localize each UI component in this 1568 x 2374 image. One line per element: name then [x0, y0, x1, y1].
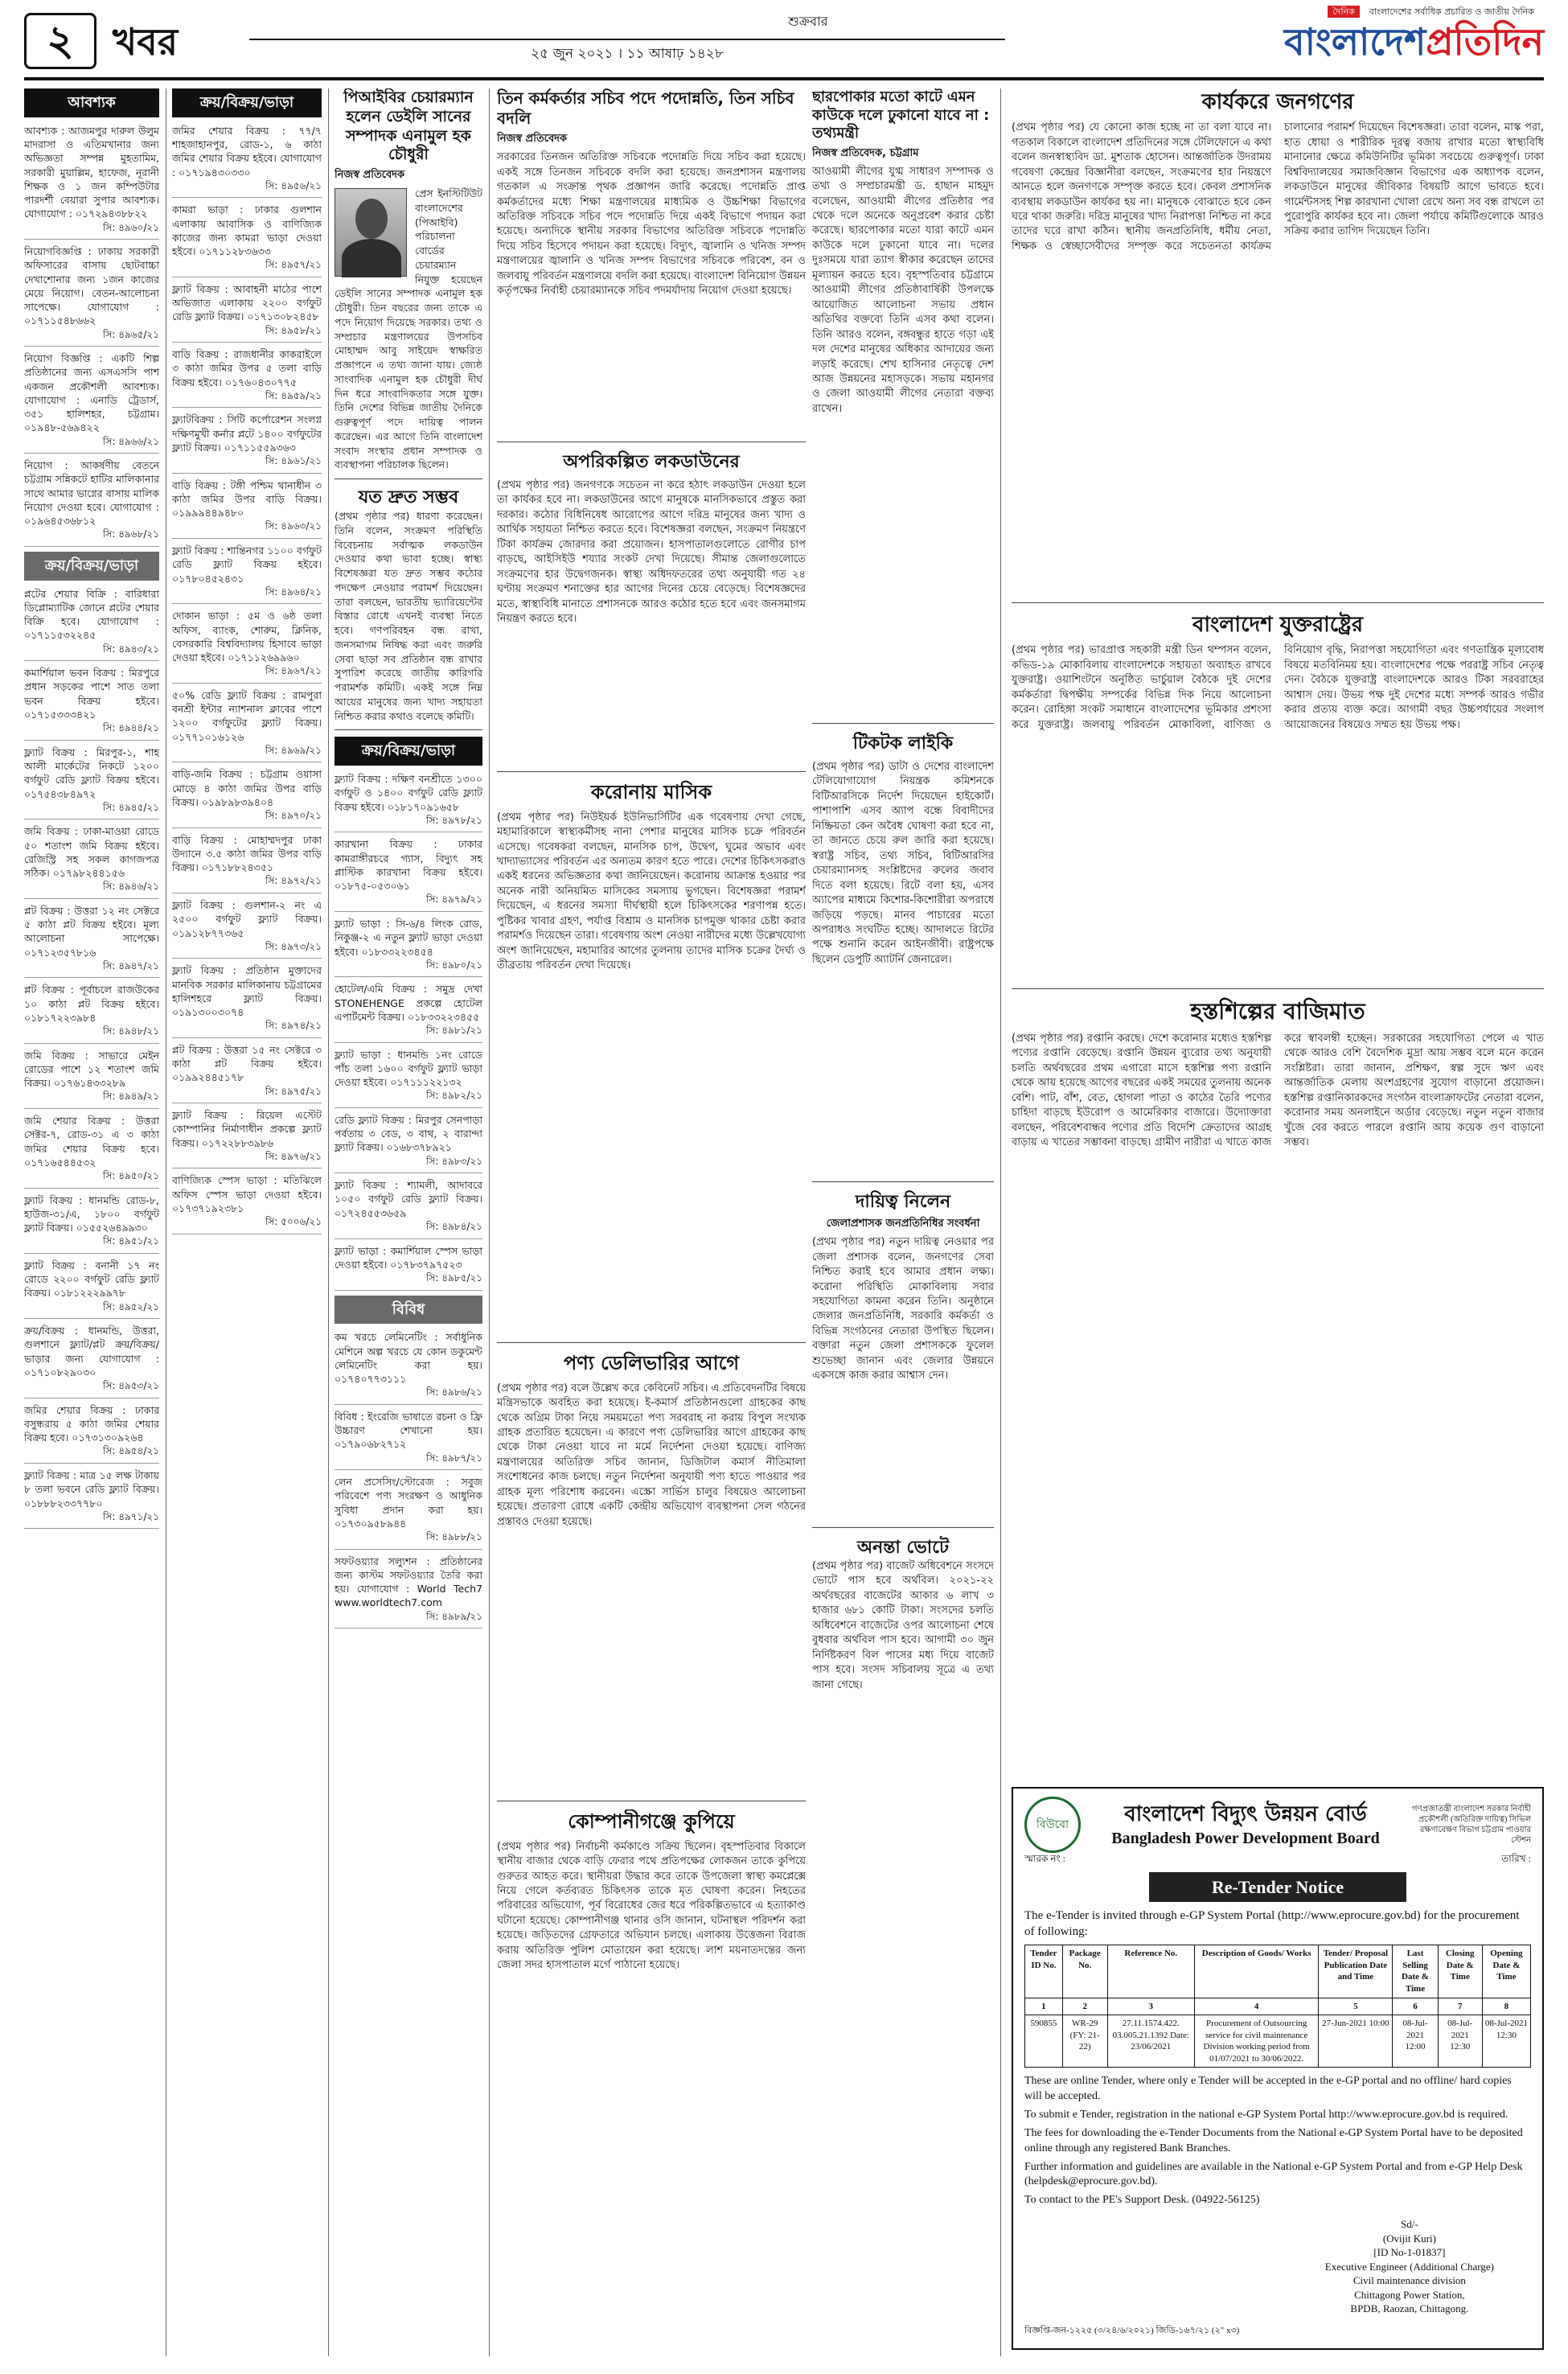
classified-code: সি: ৪৯৫০/২১: [102, 1170, 159, 1182]
signature-line: (Ovijit Kuri): [1382, 2232, 1436, 2245]
classified-code: সি: ৪৯৫৪/২১: [103, 1445, 159, 1457]
classified-code: সি: ৪৯৬৬/২১: [102, 435, 159, 447]
story-headline: অপরিকল্পিত লকডাউনের: [563, 452, 740, 472]
classified-ad: [24, 587, 159, 662]
classified-code: সি: ৪৯৫২/২১: [102, 1300, 159, 1312]
brand-logo: [1206, 6, 1544, 77]
classified-code: সি: ৪৯৭৮/২১: [425, 814, 482, 826]
classified-ad: [335, 1410, 482, 1470]
story-headline: হস্তশিল্পের বাজিমাত: [1190, 998, 1365, 1025]
story-headline: কোম্পানীগঞ্জে কুপিয়ে: [568, 1810, 735, 1833]
tender-note: To submit e Tender, registration in the national e-GP System Portal http://www.eprocure.gov.bd is required.: [1024, 2108, 1508, 2121]
tender-title-bn: বাংলাদেশ বিদ্যুৎ উন্নয়ন বোর্ড: [1124, 1801, 1367, 1826]
vote-story: [812, 1536, 994, 1777]
classified-code: সি: ৪৯৫১/২১: [103, 1235, 159, 1247]
classified-text: কমার্শিয়াল ভবন বিক্রয় : মিরপুরে প্রধান সড়কের পাশে সাত তলা ভবন বিক্রয় হইবে। ০১৭১৫৩৩৩৪২১: [24, 667, 159, 721]
classified-code: সি: ৪৯৭০/২১: [265, 810, 322, 822]
story-headline: যত দ্রুত সম্ভব: [358, 487, 459, 508]
classified-code: সি: ৪৯৭৬/২১: [265, 1150, 322, 1162]
story-headline: পিআইবির চেয়ারম্যান হলেন ডেইলি সানের সম্পাদক এনামুল হক চৌধুরী: [343, 88, 474, 164]
tiktok-story: [812, 732, 994, 1182]
story-body: (প্রথম পৃষ্ঠার পর) বাজেট অধিবেশনে সংসদে ভোটে পাস হবে অর্থবিল। ২০২১-২২ অর্থবছরের বাজেটের আকার ৬ লাখ ৩ হাজার ৬৮১ কোটি টাকা। সংসদের চলতি অধিবেশনে বাজেটের ওপর আলোচনা শেষে বুধবার অর্থবিল পাস হবে। আগামী ৩০ জুন নির্দিষ্টকরণ বিল পাসের মধ্য দিয়ে বাজেট পাস হবে। সংসদ সচিবালয় সূত্রে এ তথ্য জানা গেছে।: [812, 1560, 994, 1691]
tender-intro: The e-Tender is invited through e-GP System Portal (http://www.eprocure.gov.bd) for the procurement of following:: [1024, 1908, 1520, 1938]
classified-text: বাণিজ্যিক স্পেস ভাড়া : মতিঝিলে অফিস স্পেস ভাড়া দেওয়া হইবে। ০১৭৩৭১৯২৩৮১: [172, 1174, 322, 1214]
classified-ad: [24, 1403, 159, 1464]
story-body: (প্রথম পৃষ্ঠার পর) ডাটা ও দেশের বাংলাদেশ টেলিযোগাযোগ নিয়ন্ত্রক কমিশনকে বিটিআরসিকে নির্দেশ দিয়েছেন হাইকোর্ট। পাশাপাশি এসব অ্যাপ বন্ধে বিবাদীদের নিষ্ক্রিয়তা কেন অবৈধ ঘোষণা করা হবে না, তা জানতে চেয়ে রুল জারি করা হয়েছে। স্বরাষ্ট্র সচিব, তথ্য সচিব, বিটিআরসির চেয়ারম্যানসহ সংশ্লিষ্টদের রুলের জবাব দিতে বলা হয়েছে। রিটে বলা হয়, এসব অ্যাপের মাধ্যমে কিশোর-কিশোরীরা অপরাধে জড়িয়ে পড়ছে। মানব পাচারের মতো অপরাধও সংঘটিত হচ্ছে। আদালতে রিটের পক্ষে শুনানি করেন আইনজীবী। রাষ্ট্রপক্ষে ছিলেন ডেপুটি অ্যাটর্নি জেনারেল।: [812, 761, 994, 966]
tender-table-header: [1025, 1945, 1531, 1998]
brand-name: বাংলাদেশপ্রতিদিন: [1283, 19, 1544, 64]
classified-text: ফ্ল্যাট বিক্রয় : বনানী ১৭ নং রোডে ২২০০ বর্গফুট রেডি ফ্ল্যাট বিক্রয়। ০১৮১২২২৯৯৭৮: [24, 1259, 159, 1300]
classified-text: কম খরচে লেমিনেটিং : সর্বাধুনিক মেশিনে অল্প খরচে যে কোন ডকুমেন্ট লেমিনেটিং করা হয়। ০১৭৪০৭৭৩১১১: [335, 1331, 482, 1386]
classified-code: সি: ৪৯৬৫/২১: [102, 328, 159, 340]
signature-line: BPDB, Raozan, Chittagong.: [1350, 2302, 1469, 2315]
classified-heading: ক্রয়/বিক্রয়/ভাড়া: [172, 88, 322, 117]
table-header-cell: Opening Date & Time: [1482, 1945, 1530, 1998]
classified-text: রেডি ফ্ল্যাট বিক্রয় : মিরপুর সেনপাড়া পর্বতায় ৩ বেড, ৩ বাথ, ২ বারান্দা ফ্ল্যাট বিক্রয়। ০১৬৮৩৭৮৯২১: [335, 1113, 482, 1154]
classified-code: সি: ৪৯৫৯/২১: [265, 389, 322, 401]
tender-table: [1024, 1945, 1531, 2068]
classified-ad: [335, 1475, 482, 1550]
tender-banner: Re-Tender Notice: [1149, 1872, 1406, 1902]
classified-ad: [24, 244, 159, 347]
classified-text: সফটওয়্যার সল্যুশন : প্রতিষ্ঠানের জন্য কাস্টম সফটওয়্যার তৈরি করা হয়। যোগাযোগ : World Tech7 www.worldtech7.com: [335, 1555, 482, 1609]
classified-text: ক্রয়/বিক্রয় : ধানমন্ডি, উত্তরা, গুলশানে ফ্ল্যাট/প্লট ক্রয়/বিক্রয়/ভাড়ার জন্য যোগাযোগ : ০১৭১০৮২৯০৩০: [24, 1325, 159, 1378]
story-headline: তিন কর্মকর্তার সচিব পদে পদোন্নতি, তিন সচিব বদলি: [497, 88, 794, 128]
classified-code: সি: ৪৯৬১/২১: [265, 455, 322, 467]
classified-text: দোকান ভাড়া : ৫ম ও ৬ষ্ঠ তলা অফিস, ব্যাংক, শোরুম, ক্লিনিক, বেসরকারি বিশ্ববিদ্যালয় হিসাবে ভাড়া দেওয়া হইবে। ০১৭১১২৬৯৯৬০: [172, 610, 322, 664]
classified-text: প্লট বিক্রয় : উত্তরা ১৫ নং সেক্টরে ৩ কাঠা প্লট বিক্রয় হইবে। ০১৯৯২৪৪৫১৭৮: [172, 1043, 322, 1084]
classified-ad: [24, 1114, 159, 1189]
issue-day: শুক্রবার: [788, 14, 828, 29]
classified-text: ফ্ল্যাট বিক্রয় : মাত্র ১৫ লক্ষ টাকায় ৮ তলা ভবনে রেডি ফ্ল্যাট বিক্রয়। ০১৮৮৮২৩৩৭৭৮০: [24, 1469, 159, 1509]
column-rule: [489, 88, 490, 2356]
classified-ad: [24, 458, 159, 547]
classified-code: সি: ৪৯৮৪/২১: [426, 1220, 482, 1232]
tender-note: The fees for downloading the e-Tender Documents from the National e-GP System Portal have to be deposited online through any registered Bank Branches.: [1024, 2126, 1523, 2154]
classified-text: নিয়োগবিজ্ঞপ্তি : ঢাকায় সরকারী অফিসারের বাসায় ছোটবাচ্চা দেখাশোনার জন্য ১জন কাজের মেয়ে নিয়োগ। বেতন-আলোচনা সাপেক্ষে। যোগাযোগ : ০১৭১১৫৪৮৬৬২: [24, 245, 159, 327]
classified-code: সি: ৪৯৫৬/২১: [265, 179, 322, 191]
tender-signature: [1325, 2217, 1494, 2316]
story-body: (প্রথম পৃষ্ঠার পর) জনগণকে সচেতন না করে হঠাৎ লকডাউন দেওয়া হলে তা কার্যকর হবে না। লকডাউনের আগে মানুষকে মানসিকভাবে প্রস্তুত করা দরকার। কঠোর বিধিনিষেধ আরোপের আগে দরিদ্র মানুষের জন্য খাদ্য ও আর্থিক সহায়তা নিশ্চিত করতে হবে। বিশেষজ্ঞরা বলছেন, সংক্রমণ নিয়ন্ত্রণে টিকা কার্যক্রম জোরদার করা প্রয়োজন। হাসপাতালগুলোতে রোগীর চাপ বাড়ছে, আইসিইউ শয্যার সংকট দেখা দিয়েছে। সীমান্ত জেলাগুলোতে সংক্রমণের হার উদ্বেগজনক। স্বাস্থ্য অধিদফতরের তথ্য অনুযায়ী গত ২৪ ঘণ্টায় সংক্রমণ শনাক্তের হার আগের দিনের চেয়ে বেড়েছে। বিশেষজ্ঞদের মতে, স্বাস্থ্যবিধি মানাতে প্রশাসনকে আরও কঠোর হতে হবে এবং জনসমাগম নিয়ন্ত্রণ করতে হবে।: [497, 479, 806, 626]
classified-ad: [172, 124, 322, 199]
classified-code: সি: ৪৯৭৫/২১: [265, 1085, 322, 1097]
classified-text: ফ্ল্যাট বিক্রয় : রিয়েল এস্টেট কোম্পানির নির্মাণাধীন প্রকল্পে ফ্ল্যাট বিক্রয়। ০১৭২২৮৮৩৯৮৬: [172, 1109, 322, 1149]
tender-note: Further information and guidelines are available in the National e-GP System Portal and from e-GP Help Desk (helpdesk@eprocure.gov.bd).: [1024, 2160, 1523, 2188]
classified-code: সি: ৪৯৮৬/২১: [425, 1386, 482, 1399]
classified-ad: [24, 1259, 159, 1319]
classified-code: সি: ৪৯৪৫/২১: [103, 801, 159, 813]
story-body: প্রেস ইনস্টিটিউট বাংলাদেশের (পিআইবি) পরিচালনা বোর্ডের চেয়ারম্যান নিযুক্ত হয়েছেন ডেইলি সানের সম্পাদক এনামুল হক চৌধুরী। তিন বছরের জন্য তাকে এ পদে নিয়োগ দিয়েছে সরকার। তথ্য ও সম্প্রচার মন্ত্রণালয়ের উপসচিব মোহাম্মদ আবু সাইয়েদ স্বাক্ষরিত প্রজ্ঞাপনে এ তথ্য জানা যায়। জ্যেষ্ঠ সাংবাদিক এনামুল হক চৌধুরী দীর্ঘ দিন ধরে সাংবাদিকতার সঙ্গে যুক্ত। তিনি দেশের বিভিন্ন জাতীয় দৈনিকে গুরুত্বপূর্ণ পদে দায়িত্ব পালন করেছেন। এর আগে তিনি বাংলাদেশ সংবাদ সংস্থার প্রধান সম্পাদক ও ব্যবস্থাপনা পরিচালক ছিলেন।: [335, 187, 482, 471]
story-headline: বাংলাদেশ যুক্তরাষ্ট্রের: [1192, 613, 1364, 637]
classified-code: সি: ৪৯৮০/২১: [425, 959, 482, 971]
classified-code: সি: ৪৯৪৩/২১: [102, 643, 159, 655]
issue-date: ২৫ জুন ২০২১ । ১১ আষাঢ় ১৪২৮: [249, 39, 1005, 63]
classified-code: সি: ৪৯৪৪/২১: [103, 722, 159, 734]
story-body: (প্রথম পৃষ্ঠার পর) ধারণা করেছেন। তিনি বলেন, সংক্রমণ পরিস্থিতি বিবেচনায় সর্বাত্মক লকডাউন দেওয়ার কথা ভাবা হচ্ছে। স্বাস্থ্য বিশেষজ্ঞরা যত দ্রুত সম্ভব কঠোর পদক্ষেপ নেওয়ার পরামর্শ দিয়েছেন। তারা বলছেন, ভারতীয় ভ্যারিয়েন্টের বিস্তার রোধে এখনই ব্যবস্থা নিতে হবে। গণপরিবহন বন্ধ রাখা, জনসমাগম নিষিদ্ধ করা এবং জরুরি সেবা ছাড়া সব প্রতিষ্ঠান বন্ধ রাখার সুপারিশ করেছে জাতীয় কারিগরি পরামর্শক কমিটি। একই সঙ্গে নিম্ন আয়ের মানুষের জন্য খাদ্য সহায়তা নিশ্চিত করার কথাও বলেছে কমিটি।: [335, 510, 482, 722]
classified-text: ফ্ল্যাটবিক্রয় : সিটি কর্পোরেশন সংলগ্ন দক্ষিণমুখী কর্নার প্লটে ১৪০০ বর্গফুটের ফ্ল্যাট বিক্রয়। ০১৭১১৫৫৯৩৬৩: [172, 413, 322, 454]
classified-code: সি: ৪৯৭১/২১: [102, 1510, 159, 1522]
table-index-cell: 7: [1438, 1998, 1482, 2015]
masthead: [24, 6, 1544, 80]
classified-text: লেন প্রসেসিং/স্টোরেজ : সবুজ পরিবেশে পণ্য সংরক্ষণ ও আধুনিক সুবিধা প্রদান করা হয়। ০১৭৩০৯৫৮৯৪৪: [335, 1476, 482, 1530]
table-header-cell: Package No.: [1062, 1945, 1107, 1998]
tender-title-en: Bangladesh Power Development Board: [1111, 1829, 1380, 1847]
classified-ad: [24, 1193, 159, 1254]
classified-code: সি: ৪৯৮৯/২১: [426, 1610, 482, 1622]
classified-text: ফ্ল্যাট বিক্রয় : গুলশান-২ নং এ ২৫০০ বর্গফুট ফ্ল্যাট বিক্রয়। ০১৯১২৮৭৭৩৬৫: [172, 899, 322, 939]
classified-ad: [335, 772, 482, 832]
handicraft-story: [1012, 997, 1544, 1777]
table-header-cell: Tender ID No.: [1025, 1945, 1063, 1998]
classified-ad: [335, 837, 482, 912]
classified-text: ফ্ল্যাট বিক্রয় : প্রতিষ্ঠান মুক্তাদের মানবিক সরকার মালিকানায় চট্টগ্রামের হালিশহরে ফ্ল্যাট বিক্রয়। ০১৯১৩০০৩০৭৪: [172, 964, 322, 1019]
story-byline: নিজস্ব প্রতিবেদক: [497, 133, 568, 145]
story-body: (প্রথম পৃষ্ঠার পর) নিউইয়র্ক ইউনিভার্সিটির এক গবেষণায় দেখা গেছে, মহামারিকালে স্বাস্থ্যকর্মীসহ নানা পেশার মানুষের মাসিক চক্রে পরিবর্তন এসেছে। গবেষকরা বলছেন, মানসিক চাপ, উদ্বেগ, ঘুমের অভাব এবং খাদ্যাভ্যাসের পরিবর্তন এর অন্যতম কারণ হতে পারে। দেশের চিকিৎসকরাও একই ধরনের অভিজ্ঞতার কথা জানিয়েছেন। করোনায় আক্রান্ত হওয়ার পর অনেক নারী অনিয়মিত মাসিকের সমস্যায় ভুগছেন। বিশেষজ্ঞরা পরামর্শ দিয়েছেন, এ ধরনের সমস্যা দীর্ঘস্থায়ী হলে চিকিৎসকের শরণাপন্ন হতে। পুষ্টিকর খাবার গ্রহণ, পর্যাপ্ত বিশ্রাম ও মানসিক চাপমুক্ত থাকার চেষ্টা করার পরামর্শও দিয়েছেন তারা। গবেষণায় অংশ নেওয়া নারীদের মধ্যে উল্লেখযোগ্য অংশ জানিয়েছেন, মহামারির আগের তুলনায় তাদের মাসিক চক্রের দৈর্ঘ্য ও তীব্রতায় পরিবর্তন দেখা দিয়েছে।: [497, 811, 806, 972]
classified-heading: ক্রয়/বিক্রয়/ভাড়া: [335, 737, 482, 766]
classified-text: ফ্ল্যাট বিক্রয় : আবাহনী মাঠের পাশে অভিজাত এলাকায় ২২০০ বর্গফুট রেডি ফ্ল্যাট বিক্রয়। ০১৭১৩০৮২৪৫৮: [172, 282, 322, 323]
classified-ad: [24, 904, 159, 979]
classified-text: ফ্ল্যাট ভাড়া : ধানমন্ডি ১নং রোডে পাঁচ তলা ১৬০০ বর্গফুট ফ্ল্যাট ভাড়া দেওয়া হইবে। ০১৭১১১২২১৩২: [335, 1048, 482, 1089]
classified-text: ফ্ল্যাট ভাড়া : কমার্শিয়াল স্পেস ভাড়া দেওয়া হইবে। ০১৭৮৩৭৯৭৫২৩: [335, 1244, 482, 1271]
story-headline: পণ্য ডেলিভারির আগে: [563, 1352, 740, 1374]
table-cell: 27-Jun-2021 10:00: [1319, 2015, 1393, 2068]
classified-heading: বিবিধ: [335, 1296, 482, 1325]
classified-ad: [172, 898, 322, 959]
classified-text: নিয়োগ : আকর্ষণীয় বেতনে চট্টগ্রাম সন্নিকটে হাটির মালিকানার সাথে আমার ভাগ্নের বাসায় মালিক নিয়োগ দেওয়া হবে। যোগাযোগ : ০১৯৬৪৫৩৬৮১২: [24, 459, 159, 528]
classified-text: ফ্ল্যাট বিক্রয় : শান্তিনগর ১১০০ বর্গফুট রেডি ফ্ল্যাট বিক্রয় হইবে। ০১৭৮০৪৫২৪৩১: [172, 544, 322, 585]
classified-list: [24, 124, 159, 547]
classified-code: সি: ৪৯৬৪/২১: [265, 585, 322, 598]
story-headline: টিকটক লাইকি: [852, 733, 954, 754]
classified-text: বাড়ি-জমি বিক্রয় : চট্টগ্রাম ওয়াসা মোড়ে ৪ কাঠা জমির উপর বাড়ি বিক্রয়। ০১৯৮৯৮৩৯৪০৪: [172, 768, 322, 808]
table-index-cell: 3: [1107, 1998, 1194, 2015]
classified-column-2: [172, 88, 322, 2356]
table-header-cell: Description of Goods/ Works: [1194, 1945, 1318, 1998]
classified-code: সি: ৫০০৬/২১: [265, 1216, 322, 1228]
classified-text: জমির শেয়ার বিক্রয় : ৭৭/৭ শাহজাহানপুর, রোড-১, ৬ কাঠা জমির শেয়ার বিক্রয় হইবে। যোগাযোগ : ০১৭১৯৪৩০৩৩০: [172, 124, 322, 179]
classified-text: ৫০% রেডি ফ্ল্যাট বিক্রয় : রামপুরা বনশ্রী ইন্টার ন্যাশনাল ক্লাবের পাশে ১২০০ বর্গফুটের ফ্ল্যাট বিক্রয়। ০১৭৭১০১৬১২৬: [172, 688, 322, 743]
story-headline: কার্যকরে জনগণের: [1201, 90, 1354, 114]
classified-text: প্লট বিক্রয় : উত্তরা ১২ নং সেক্টরে ৫ কাঠা প্লট বিক্রয় হইবে। মূল্য আলোচনা সাপেক্ষে। ০১৭১২৩৫৭৮১৬: [24, 904, 159, 959]
classified-code: সি: ৪৯৮৭/২১: [425, 1452, 482, 1464]
classified-text: ফ্ল্যাট বিক্রয় : শ্যামলী, আদাবরে ১০৫০ বর্গফুট রেডি ফ্ল্যাট বিক্রয়। ০১৭২৪৫৫৩৬৫৯: [335, 1179, 482, 1219]
signature-line: Executive Engineer (Additional Charge): [1324, 2260, 1494, 2273]
column-rule: [328, 88, 329, 2356]
classified-code: সি: ৪৯৭৪/২১: [265, 1020, 322, 1032]
signature-line: Chittagong Power Station,: [1354, 2288, 1465, 2301]
story-body: (প্রথম পৃষ্ঠার পর) ভারপ্রাপ্ত সহকারী মন্ত্রী ডিন থম্পসন বলেন, কভিড-১৯ মোকাবিলায় বাংলাদেশকে সহায়তা অব্যাহত রাখবে যুক্তরাষ্ট্র। ওয়াশিংটনে অনুষ্ঠিত ভার্চুয়াল বৈঠকে দুই দেশের কর্মকর্তারা দ্বিপক্ষীয় সম্পর্কের বিভিন্ন দিক নিয়ে আলোচনা করেন। রোহিঙ্গা সংকট সমাধানে বাংলাদেশের ভূমিকার প্রশংসা করে যুক্তরাষ্ট্র। জলবায়ু পরিবর্তন মোকাবিলা, বাণিজ্য ও বিনিয়োগ বৃদ্ধি, নিরাপত্তা সহযোগিতা এবং গণতান্ত্রিক মূল্যবোধ বিষয়ে মতবিনিময় হয়। বাংলাদেশের পক্ষে পররাষ্ট্র সচিব নেতৃত্ব দেন। বৈঠকে যুক্তরাষ্ট্র বাংলাদেশকে আরও টিকা সরবরাহের আশ্বাস দেয়। উভয় পক্ষ দুই দেশের মধ্যে সম্পর্ক আরও গভীর করার প্রত্যয় ব্যক্ত করে। আগামী বছর উচ্চপর্যায়ের সংলাপ আয়োজনের বিষয়েও সম্মত হয় উভয় পক্ষ।: [1012, 644, 1544, 731]
classified-ad: [335, 1178, 482, 1238]
portrait-story: [335, 88, 482, 479]
story-subhead: জেলাপ্রশাসক জনপ্রতিনিধির সংবর্ধনা: [826, 1218, 980, 1230]
classified-ad: [24, 666, 159, 741]
classified-ad: [24, 824, 159, 899]
classified-code: সি: ৪৯৬০/২১: [102, 221, 159, 233]
classified-heading: ক্রয়/বিক্রয়/ভাড়া: [24, 552, 159, 581]
classified-text: ফ্ল্যাট বিক্রয় : ধানমন্ডি রোড-৮, হাউজ-৩১/এ, ১৮০০ বর্গফুট ফ্ল্যাট বিক্রয়। ০১৫৫২৬৪৯৯৩০: [24, 1193, 159, 1234]
table-index-cell: 5: [1319, 1998, 1393, 2015]
classified-ad: [172, 963, 322, 1038]
flour-story: [812, 88, 994, 724]
classified-ad: [335, 1330, 482, 1405]
table-cell: 08-Jul-2021 12:30: [1482, 2015, 1530, 2068]
classified-code: সি: ৪৯৭২/২১: [265, 875, 322, 887]
classified-code: সি: ৪৯৭৩/২১: [265, 940, 322, 952]
classified-ad: [24, 1049, 159, 1109]
classified-column-1: [24, 88, 159, 2356]
tender-note: These are online Tender, where only e Tender will be accepted in the e-GP portal and no offline/ hard copies will be accepted.: [1024, 2075, 1512, 2102]
table-cell: Procurement of Outsourcing service for civil maintenance Division working period from 01/07/2021 to 30/06/2022.: [1194, 2015, 1318, 2068]
classified-ad: [172, 544, 322, 604]
memo-no: স্মারক নং :: [1024, 1853, 1066, 1864]
classified-ad: [335, 1113, 482, 1173]
classified-text: ফ্ল্যাট ভাড়া : সি-৬/৪ লিংক রোড, নিকুঞ্জ-২ এ নতুন ফ্ল্যাট ভাড়া দেওয়া হইবে। ০১৮৩৩২২৩৪৫৪: [335, 918, 482, 958]
classified-list: [172, 124, 322, 1234]
classified-code: সি: ৪৯৮৫/২১: [426, 1272, 482, 1284]
classified-code: সি: ৪৯৪৭/২১: [102, 959, 159, 971]
classified-ad: [172, 1173, 322, 1234]
story-headline: দায়িত্ব নিলেন: [855, 1192, 951, 1212]
tender-note: To contact to the PE's Support Desk. (04922-56125): [1024, 2194, 1260, 2207]
story-body: (প্রথম পৃষ্ঠার পর) রপ্তানি করছে। দেশে করোনার মধ্যেও হস্তশিল্প পণ্যের রপ্তানি বেড়েছে। রপ্তানি উন্নয়ন ব্যুরোর তথ্য অনুযায়ী চলতি অর্থবছরের প্রথম এগারো মাসে হস্তশিল্প পণ্য রপ্তানি থেকে আয় হয়েছে আগের বছরের একই সময়ের তুলনায় অনেক বেশি। পাট, বাঁশ, বেত, হোগলা পাতা ও কাঠের তৈরি পণ্যের চাহিদা বাড়ছে ইউরোপ ও আমেরিকার বাজারে। উদ্যোক্তারা বলছেন, পরিবেশবান্ধব পণ্যের প্রতি বিদেশি ক্রেতাদের আগ্রহ বাড়ায় এ খাতের সম্ভাবনা বাড়ছে। গ্রামীণ নারীরা এ খাতে কাজ করে স্বাবলম্বী হচ্ছেন। সরকারের সহযোগিতা পেলে এ খাত থেকে আরও বেশি বৈদেশিক মুদ্রা আয় সম্ভব বলে মনে করেন সংশ্লিষ্টরা। তারা জানান, প্রশিক্ষণ, স্বল্প সুদে ঋণ এবং আন্তর্জাতিক মেলায় অংশগ্রহণের সুযোগ বাড়ানো প্রয়োজন। হস্তশিল্প রপ্তানিকারকদের সংগঠন বাংলাক্রাফটের নেতারা বলেন, করোনার সময় অনলাইনে অর্ডার বেড়েছে। নতুন নতুন বাজার খুঁজে বের করতে পারলে রপ্তানি আয় কয়েক গুণ বাড়ানো সম্ভব।: [1012, 1032, 1544, 1149]
corona-story: [497, 780, 806, 1343]
classified-text: নিয়োগ বিজ্ঞপ্তি : একটি শিল্প প্রতিষ্ঠানের জন্য এসএসসি পাশ একজন প্রকৌশলী আবশ্যক। যোগাযোগ : এনাডি ট্রেডার্স, ৩৫১ হালিশহর, চট্টগ্রাম। ০১৯৪৮-৫৬৯৪২২: [24, 352, 159, 434]
classified-code: সি: ৪৯৫৩/২১: [102, 1380, 159, 1392]
classified-ad: [172, 1043, 322, 1103]
classified-ad: [172, 767, 322, 828]
classified-text: জমির শেয়ার বিক্রয় : ঢাকার বসুন্ধরায় ৫ কাঠা জমির শেয়ার বিক্রয় হবে। ০১৭৩১৩০৯২৬৪: [24, 1403, 159, 1444]
classified-text: বাড়ি বিক্রয় : মোহাম্মদপুর ঢাকা উদ্যানে ৩.৫ কাঠা জমির উপর বাড়ি বিক্রয়। ০১৭১৮৮২৪৩৫১: [172, 833, 322, 874]
usa-story: [1012, 611, 1544, 989]
classified-ad: [172, 609, 322, 684]
classified-text: ফ্ল্যাট বিক্রয় : মিরপুর-১, শাহ আলী মার্কেটের নিকটে ১২০০ বর্গফুট রেডি ফ্ল্যাট বিক্রয় হইবে। ০১৭৫৪৩৮৪৯৭২: [24, 745, 159, 800]
table-cell: 590855: [1025, 2015, 1063, 2068]
classified-heading: আবশ্যক: [24, 88, 159, 117]
classified-code: সি: ৪৯৬৮/২১: [102, 528, 159, 540]
secretaries-story: [497, 88, 806, 442]
classified-list: [24, 587, 159, 1530]
table-header-cell: Tender/ Proposal Publication Date and Time: [1319, 1945, 1393, 1998]
tender-notes: [1024, 2074, 1531, 2208]
column-3: [335, 88, 482, 2356]
table-row: [1025, 2015, 1531, 2068]
classified-text: প্লটের শেয়ার বিক্রি : বারিধারা ডিপ্লোম্যাটিক জোনে প্লটের শেয়ার বিক্রি হবে। যোগাযোগ : ০১৭১১৫৩২২৪৫: [24, 587, 159, 642]
story-headline: করোনায় মাসিক: [590, 781, 712, 803]
table-cell: 27.11.1574.422. 03.005.21.1392 Date: 23/06/2021: [1107, 2015, 1194, 2068]
story-body: (প্রথম পৃষ্ঠার পর) বলে উল্লেখ করে কেবিনেট সচিব। এ প্রতিবেদনটির বিষয়ে মন্ত্রিসভাকে অবহিত করা হয়েছে। ই-কমার্স প্রতিষ্ঠানগুলো গ্রাহকের কাছ থেকে অগ্রিম টাকা নিয়ে সময়মতো পণ্য সরবরাহ না করায় বিপুল সংখ্যক গ্রাহক প্রতারিত হয়েছেন। এ কারণে পণ্য ডেলিভারির আগে গ্রাহকের কাছ থেকে টাকা নেওয়া যাবে না মর্মে নির্দেশনা দেওয়া হয়েছে। বাণিজ্য মন্ত্রণালয়ের অতিরিক্ত সচিব জানান, ডিজিটাল কমার্স নীতিমালা সংশোধনের কাজ চলছে। নতুন নির্দেশনা অনুযায়ী পণ্য হাতে পাওয়ার পর গ্রাহক মূল্য পরিশোধ করবেন। এস্ক্রো সার্ভিস চালুর বিষয়েও আলোচনা হয়েছে। প্রতারণা রোধে একটি কেন্দ্রীয় অভিযোগ ব্যবস্থাপনা সেল গঠনের প্রস্তাবও দেওয়া হয়েছে।: [497, 1382, 806, 1528]
table-index-cell: 8: [1482, 1998, 1530, 2015]
table-index-cell: 2: [1062, 1998, 1107, 2015]
brand-badge: দৈনিক: [1328, 6, 1360, 18]
classified-ad: [172, 833, 322, 893]
classified-ad: [335, 982, 482, 1042]
brand-tagline: দৈনিক বাংলাদেশের সর্বাধিক প্রচারিত ও জাতীয় দৈনিক: [1206, 6, 1544, 18]
classified-ad: [335, 1244, 482, 1291]
table-index-cell: 4: [1194, 1998, 1318, 2015]
story-byline: নিজস্ব প্রতিবেদক, চট্টগ্রাম: [812, 146, 919, 159]
classified-text: বাড়ি বিক্রয় : টঙ্গী পশ্চিম থানাধীন ৩ কাঠা জমির উপর বাড়ি বিক্রয়। ০১৯৯৯৪৪৯৪৮০: [172, 478, 322, 520]
table-header-cell: Closing Date & Time: [1438, 1945, 1482, 1998]
classified-text: প্লট বিক্রয় : পূর্বাচলে রাজউকের ১০ কাঠা প্লট বিক্রয় হইবে। ০১৮১৭২২৩৯৮৪: [24, 984, 159, 1024]
table-cell: WR-29 (FY: 21-22): [1062, 2015, 1107, 2068]
classified-text: জমি বিক্রয় : ঢাকা-মাওয়া রোডে ৫০ শতাংশ জমি বিক্রয় হইবে। রেজিস্ট্রি সহ সকল কাগজপত্র সঠিক। ০১৭৯৮২৪৪১৫৬: [24, 825, 159, 880]
classified-ad: [24, 745, 159, 820]
classified-ad: [172, 282, 322, 343]
classified-ad: [24, 351, 159, 454]
classified-ad: [335, 1555, 482, 1629]
workers-story: [1012, 88, 1544, 603]
classified-text: বাড়ি বিক্রয় : রাজধানীর কাকরাইলে ৩ কাঠা জমির উপর ৫ তলা বাড়ি বিক্রয় হইবে। ০১৭৬০৪৩০৭৭৫: [172, 348, 322, 388]
classified-code: সি: ৪৯৬৭/২১: [265, 665, 322, 677]
table-header-cell: Last Selling Date & Time: [1393, 1945, 1438, 1998]
classified-text: কামরা ভাড়া : ঢাকার গুলশান এলাকায় আবাসিক ও বাণিজ্যিক কাজের জন্য কামরা ভাড়া দেওয়া হইবে। ০১৭১১২৮৩৬৩৩: [172, 203, 322, 258]
classified-text: ফ্ল্যাট বিক্রয় : দক্ষিণ বনশ্রীতে ১৩০০ বর্গফুট ও ১৪০০ বর্গফুট রেডি ফ্ল্যাট বিক্রয় হইবে। ০১৮১৭০৯১৬৫৮: [335, 773, 482, 813]
classified-code: সি: ৪৯৪৬/২১: [102, 881, 159, 893]
classified-code: সি: ৪৯৮২/২১: [425, 1090, 482, 1102]
signature-line: Sd/-: [1401, 2218, 1418, 2231]
classified-list: [335, 1330, 482, 1629]
classified-code: সি: ৪৯৪৮/২১: [103, 1025, 159, 1037]
classified-ad: [172, 478, 322, 539]
classified-ad: [335, 917, 482, 977]
table-header-cell: Reference No.: [1107, 1945, 1194, 1998]
story-byline: নিজস্ব প্রতিবেদক: [335, 169, 405, 181]
classified-ad: [172, 413, 322, 473]
column-rule: [1000, 88, 1001, 2356]
classified-code: সি: ৪৯৮১/২১: [426, 1025, 482, 1037]
jubo-story: [335, 486, 482, 730]
memo-date: তারিখ :: [1501, 1853, 1531, 1864]
classified-code: সি: ৪৯৮৮/২১: [426, 1531, 482, 1543]
rally-story: [812, 1190, 994, 1528]
portrait-photo: [335, 188, 407, 277]
story-headline: ছারপোকার মতো কাটে এমন কাউকে দলে ঢুকানো যাবে না : তথ্যমন্ত্রী: [812, 88, 990, 142]
classified-ad: [335, 1048, 482, 1108]
classified-text: জমি বিক্রয় : সাভারে মেইন রোডের পাশে ১২ শতাংশ জমি বিক্রয়। ০১৭৬১৪৩৩২৮৯: [24, 1049, 159, 1090]
tender-office-meta: গণপ্রজাতন্ত্রী বাংলাদেশ সরকার নির্বাহী প্রকৌশলী (অতিরিক্ত দায়িত্ব) সিভিল রক্ষণাবেক্ষণ বিভাগ চট্টগ্রাম পাওয়ার স্টেশন: [1412, 1805, 1531, 1845]
signature-line: Civil maintenance division: [1353, 2274, 1466, 2287]
table-index-cell: 1: [1025, 1998, 1063, 2015]
classified-ad: [24, 124, 159, 240]
classified-text: হোটেল/এমি বিক্রয় : সমুদ্র দেখা STONEHENGE প্রকল্পে হোটেল এপার্টমেন্ট বিক্রয়। ০১৮৩৩২২৩৪৫৫: [335, 983, 482, 1023]
kopil-story: [497, 1809, 806, 2348]
classified-code: সি: ৪৯৮৩/২১: [425, 1155, 482, 1167]
tender-title: [1081, 1801, 1410, 1850]
story-headline: অনন্তা ভোটে: [857, 1538, 949, 1558]
classified-code: সি: ৪৯৫৮/২১: [265, 324, 322, 336]
classified-text: আবশ্যক : আজমপুর দারুল উলুম মাদরাসা ও এতিমখানার জন্য অভিজ্ঞতা সম্পন্ন মুহতামিম, সরকারী মুয়াল্লিম, হাফেজ, নূরানী শিক্ষক ও ১ জন কম্পিউটার পারদর্শী বেয়ারা সুপার আবশ্যক। যোগাযোগ : ০১৭২৯৪৩৮৮২২: [24, 124, 159, 220]
classified-ad: [24, 1468, 159, 1529]
bpdb-logo-icon: বিউবো: [1024, 1797, 1081, 1853]
tender-header: [1024, 1797, 1531, 1853]
section-name: খবর: [113, 20, 179, 64]
delivery-story: [497, 1351, 806, 1801]
story-body: (প্রথম পৃষ্ঠার পর) নির্বাচনী কর্মকাণ্ডে সক্রিয় ছিলেন। বৃহস্পতিবার বিকালে স্থানীয় বাজার থেকে বাড়ি ফেরার পথে প্রতিপক্ষের লোকজন তাকে কুপিয়ে গুরুতর আহত করে। স্থানীয়রা উদ্ধার করে তাকে উপজেলা স্বাস্থ্য কমপ্লেক্সে নিয়ে গেলে কর্তব্যরত চিকিৎসক তাকে মৃত ঘোষণা করেন। নিহতের পরিবারের অভিযোগ, পূর্ব বিরোধের জের ধরে পরিকল্পিতভাবে এ হত্যাকাণ্ড ঘটানো হয়েছে। কোম্পানীগঞ্জ থানার ওসি জানান, ঘটনাস্থল পরিদর্শন করা হয়েছে। জড়িতদের গ্রেফতারে অভিযান চলছে। এলাকায় উত্তেজনা বিরাজ করায় অতিরিক্ত পুলিশ মোতায়েন করা হয়েছে। লাশ ময়নাতদন্তের জন্য জেলা সদর হাসপাতাল মর্গে পাঠানো হয়েছে।: [497, 1840, 806, 1972]
tender-memo: [1024, 1853, 1531, 1866]
story-body: (প্রথম পৃষ্ঠার পর) নতুন দায়িত্ব নেওয়ার পর জেলা প্রশাসক বলেন, জনগণের সেবা নিশ্চিত করাই হবে আমার প্রধান লক্ষ্য। করোনা পরিস্থিতি মোকাবিলায় সবার সহযোগিতা কামনা করেন তিনি। অনুষ্ঠানে জেলার জনপ্রতিনিধি, সরকারি কর্মকর্তা ও বিভিন্ন সংগঠনের নেতারা উপস্থিত ছিলেন। বক্তারা নতুন জেলা প্রশাসককে ফুলেল শুভেচ্ছা জানান এবং জেলার উন্নয়নে একসঙ্গে কাজ করার আশ্বাস দেন।: [812, 1236, 994, 1382]
table-cell: 08-Jul-2021 12:30: [1438, 2015, 1482, 2068]
classified-text: কারখানা বিক্রয় : ঢাকার কামরাঙ্গীরচরে গ্যাস, বিদ্যুৎ সহ প্লাস্টিক কারখানা বিক্রয় হইবে। ০১৮৭৫-০৫৩০৬১: [335, 838, 482, 893]
classified-list: [335, 772, 482, 1290]
classified-code: সি: ৪৯৬৩/২১: [265, 520, 322, 532]
tender-footer: বিজ্ঞপ্তি-জন-১২২৫ (৩/২৪/৬/২০২১) জিডি-১৬৭/২১ (২" x৩): [1024, 2326, 1240, 2336]
page-number: ২: [24, 13, 96, 69]
tender-table-index: [1025, 1998, 1531, 2015]
classified-ad: [24, 1324, 159, 1399]
classified-ad: [172, 688, 322, 763]
classified-ad: [172, 1108, 322, 1169]
classified-ad: [172, 203, 322, 277]
table-index-cell: 6: [1393, 1998, 1438, 2015]
story-body: (প্রথম পৃষ্ঠার পর) যে কোনো কাজ হচ্ছে না তা বলা যাবে না। গতকাল বিকালে বাংলাদেশ প্রতিদিনের সঙ্গে টেলিফোনে এ কথা বলেন জনস্বাস্থ্যবিদ ডা. মুশতাক হোসেন। আন্তর্জাতিক উদরাময় গবেষণা কেন্দ্রের বিজ্ঞানীরা বলছেন, সংক্রমণের হার নিয়ন্ত্রণে আনতে হলে জনগণকে সম্পৃক্ত করতে হবে। কেবল প্রশাসনিক ব্যবস্থায় লকডাউন কার্যকর হয় না। মানুষকে বোঝাতে হবে কেন ঘরে থাকা জরুরি। দরিদ্র মানুষের খাদ্য নিরাপত্তা নিশ্চিত না করে তাদের ঘরে রাখা কঠিন। স্থানীয় জনপ্রতিনিধি, ধর্মীয় নেতা, শিক্ষক ও স্বেচ্ছাসেবীদের সম্পৃক্ত করে সচেতনতা কার্যক্রম চালানোর পরামর্শ দিয়েছেন বিশেষজ্ঞরা। তারা বলেন, মাস্ক পরা, হাত ধোয়া ও শারীরিক দূরত্ব বজায় রাখার মতো স্বাস্থ্যবিধি মানানোর ক্ষেত্রে কমিউনিটির ভূমিকা সবচেয়ে গুরুত্বপূর্ণ। ঢাকা বিশ্ববিদ্যালয়ের সমাজবিজ্ঞান বিভাগের এক অধ্যাপক বলেন, লকডাউনে মানুষের জীবিকার বিষয়টি আগে ভাবতে হবে। গার্মেন্টসসহ শিল্প কারখানা খোলা রেখে অন্য সব বন্ধ রাখলে তা পুরোপুরি কার্যকর হবে না। জেলা পর্যায়ে কমিটিগুলোকে আরও সক্রিয় করার তাগিদ দিয়েছেন তিনি।: [1012, 121, 1544, 253]
classified-text: বিবিধ : ইংরেজি ভাষাতে রচনা ও ফ্রি উচ্চারণ শেখানো হয়। ০১৭৯০৬৮২৭১২: [335, 1410, 482, 1451]
story-body: আওয়ামী লীগের যুগ্ম সাধারণ সম্পাদক ও তথ্য ও সম্প্রচারমন্ত্রী ড. হাছান মাহমুদ বলেছেন, আওয়ামী লীগের প্রতিষ্ঠার পর থেকে দলে অনেকে অনুপ্রবেশ করার চেষ্টা করেছে। ছারপোকার মতো যারা কাটে এমন কাউকে দলে ঢুকানো যাবে না। দলের দুঃসময়ে যারা ত্যাগ স্বীকার করেছেন তাদের মূল্যায়ন করতে হবে। বৃহস্পতিবার চট্টগ্রামে আওয়ামী লীগের প্রতিষ্ঠাবার্ষিকী উপলক্ষে আয়োজিত আলোচনা সভায় প্রধান অতিথির বক্তব্যে তিনি এসব কথা বলেন। তিনি আরও বলেন, বঙ্গবন্ধুর হাতে গড়া এই দল দেশের মানুষের অধিকার আদায়ের জন্য লড়াই করেছে। শেখ হাসিনার নেতৃত্বে দেশ আজ উন্নয়নের মহাসড়কে। সভায় মহানগর ও জেলা আওয়ামী লীগের নেতারা বক্তব্য রাখেন।: [812, 165, 994, 415]
lockdown-story: [497, 450, 806, 772]
signature-line: [ID No-1-01837]: [1373, 2246, 1446, 2259]
tender-notice: [1012, 1787, 1544, 2350]
classified-ad: [24, 983, 159, 1043]
story-body: সরকারের তিনজন অতিরিক্ত সচিবকে পদোন্নতি দিয়ে সচিব করা হয়েছে। একই সঙ্গে তিনজন সচিবকে বদলি করা হয়েছে। জনপ্রশাসন মন্ত্রণালয় গতকাল এ সংক্রান্ত পৃথক প্রজ্ঞাপন জারি করেছে। পদোন্নতি প্রাপ্ত কর্মকর্তাদের মধ্যে শিক্ষা মন্ত্রণালয়ের মাধ্যমিক ও উচ্চশিক্ষা বিভাগের অতিরিক্ত সচিবকে সচিব পদে পদোন্নতি দিয়ে একই বিভাগে পদায়ন করা হয়েছে। অন্যদিকে স্থানীয় সরকার বিভাগের অতিরিক্ত সচিবকে পদোন্নতি দিয়ে সচিব হিসেবে পদায়ন করা হয়েছে। বিদ্যুৎ, জ্বালানি ও খনিজ সম্পদ মন্ত্রণালয়ের জ্বালানি ও খনিজ সম্পদ বিভাগের সচিবকে পরিবেশ, বন ও জলবায়ু পরিবর্তন মন্ত্রণালয়ে বদলি করা হয়েছে। বাংলাদেশ বিনিয়োগ উন্নয়ন কর্তৃপক্ষের নির্বাহী চেয়ারম্যানকে সচিব পদমর্যাদায় নিয়োগ দেওয়া হয়েছে।: [497, 151, 806, 298]
classified-code: সি: ৪৯৭৯/২১: [425, 893, 482, 906]
classified-code: সি: ৪৯৪৯/২১: [103, 1090, 159, 1103]
table-cell: 08-Jul-2021 12:00: [1393, 2015, 1438, 2068]
classified-text: জমি শেয়ার বিক্রয় : উত্তরা সেক্টর-৭, রোড-৩১ এ ৩ কাঠা জমির শেয়ার বিক্রয় হবে। ০১৭১৬৫৪৪৫৩২: [24, 1115, 159, 1169]
classified-code: সি: ৪৯৬৯/২১: [265, 744, 322, 756]
classified-code: সি: ৪৯৫৭/২১: [265, 259, 322, 271]
classified-ad: [172, 347, 322, 408]
